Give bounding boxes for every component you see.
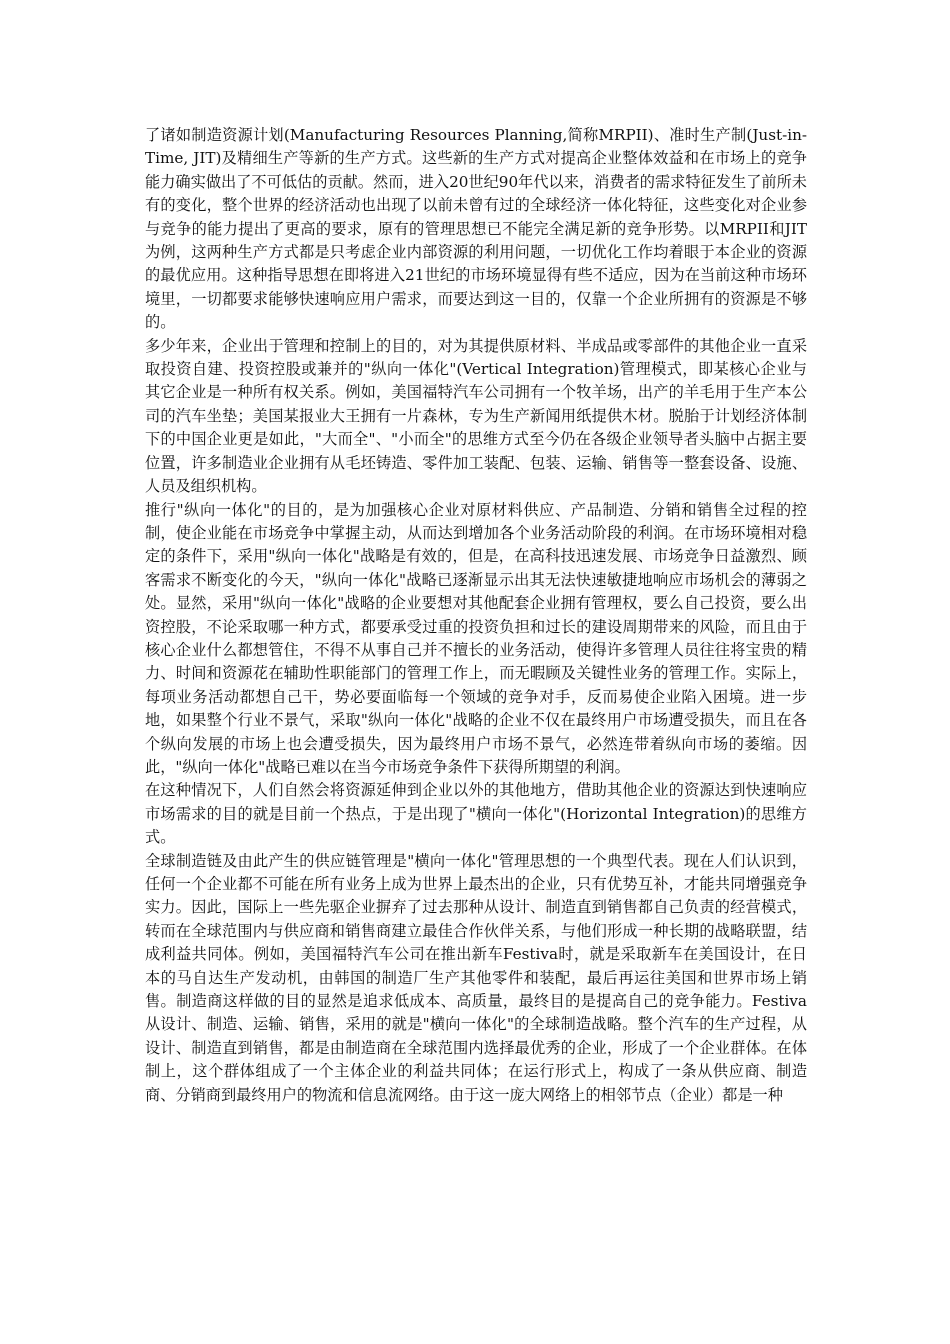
paragraph-2: 多少年来，企业出于管理和控制上的目的，对为其提供原材料、半成品或零部件的其他企业一直采取投资自建、投资控股或兼并的"纵向一体化"(Vertical Integration)管理模式，即某核心企业与其它企业是一种所有权关系。例如，美国福特汽车公司拥有一个牧羊场，出产的羊毛用于生产本公司的汽车坐垫；美国某报业大王拥有一片森林，专为生产新闻用纸提供木材。脱胎于计划经济体制下的中国企业更是如此，"大而全"、"小而全"的思维方式至今仍在各级企业领导者头脑中占据主要位置，许多制造业企业拥有从毛坯铸造、零件加工装配、包装、运输、销售等一整套设备、设施、人员及组织机构。 (145, 336, 807, 496)
document-body (145, 124, 807, 1107)
paragraph-5: 全球制造链及由此产生的供应链管理是"横向一体化"管理思想的一个典型代表。现在人们认识到，任何一个企业都不可能在所有业务上成为世界上最杰出的企业，只有优势互补，才能共同增强竞争实力。因此，国际上一些先驱企业摒弃了过去那种从设计、制造直到销售都自己负责的经营模式，转而在全球范围内与供应商和销售商建立最佳合作伙伴关系，与他们形成一种长期的战略联盟，结成利益共同体。例如，美国福特汽车公司在推出新车Festiva时，就是采取新车在美国设计，在日本的马自达生产发动机，由韩国的制造厂生产其他零件和装配，最后再运往美国和世界市场上销售。制造商这样做的目的显然是追求低成本、高质量，最终目的是提高自己的竞争能力。Festiva从设计、制造、运输、销售，采用的就是"横向一体化"的全球制造战略。整个汽车的生产过程，从设计、制造直到销售，都是由制造商在全球范围内选择最优秀的企业，形成了一个企业群体。在体制上，这个群体组成了一个主体企业的利益共同体；在运行形式上，构成了一条从供应商、制造商、分销商到最终用户的物流和信息流网络。由于这一庞大网络上的相邻节点（企业）都是一种 (145, 851, 807, 1104)
paragraph-3: 推行"纵向一体化"的目的，是为加强核心企业对原材料供应、产品制造、分销和销售全过程的控制，使企业能在市场竞争中掌握主动，从而达到增加各个业务活动阶段的利润。在市场环境相对稳定的条件下，采用"纵向一体化"战略是有效的，但是，在高科技迅速发展、市场竞争日益激烈、顾客需求不断变化的今天，"纵向一体化"战略已逐渐显示出其无法快速敏捷地响应市场机会的薄弱之处。显然，采用"纵向一体化"战略的企业要想对其他配套企业拥有管理权，要么自己投资，要么出资控股，不论采取哪一种方式，都要承受过重的投资负担和过长的建设周期带来的风险，而且由于核心企业什么都想管住，不得不从事自己并不擅长的业务活动，使得许多管理人员往往将宝贵的精力、时间和资源花在辅助性职能部门的管理工作上，而无暇顾及关键性业务的管理工作。实际上，每项业务活动都想自己干，势必要面临每一个领域的竞争对手，反而易使企业陷入困境。进一步地，如果整个行业不景气，采取"纵向一体化"战略的企业不仅在最终用户市场遭受损失，而且在各个纵向发展的市场上也会遭受损失，因为最终用户市场不景气，必然连带着纵向市场的萎缩。因此，"纵向一体化"战略已难以在当今市场竞争条件下获得所期望的利润。 (145, 500, 807, 776)
paragraph-4: 在这种情况下，人们自然会将资源延伸到企业以外的其他地方，借助其他企业的资源达到快速响应市场需求的目的就是目前一个热点，于是出现了"横向一体化"(Horizontal Integration)的思维方式。 (145, 781, 807, 847)
paragraph-1: 了诸如制造资源计划(Manufacturing Resources Planning,简称MRPII)、准时生产制(Just-in-Time, JIT)及精细生产等新的生产方式。这些新的生产方式对提高企业整体效益和在市场上的竞争能力确实做出了不可低估的贡献。然而，进入20世纪90年代以来，消费者的需求特征发生了前所未有的变化，整个世界的经济活动也出现了以前未曾有过的全球经济一体化特征，这些变化对企业参与竞争的能力提出了更高的要求，原有的管理思想已不能完全满足新的竞争形势。以MRPII和JIT为例，这两种生产方式都是只考虑企业内部资源的利用问题，一切优化工作均着眼于本企业的资源的最优应用。这种指导思想在即将进入21世纪的市场环境显得有些不适应，因为在当前这种市场环境里，一切都要求能够快速响应用户需求，而要达到这一目的，仅靠一个企业所拥有的资源是不够的。 (145, 126, 807, 332)
